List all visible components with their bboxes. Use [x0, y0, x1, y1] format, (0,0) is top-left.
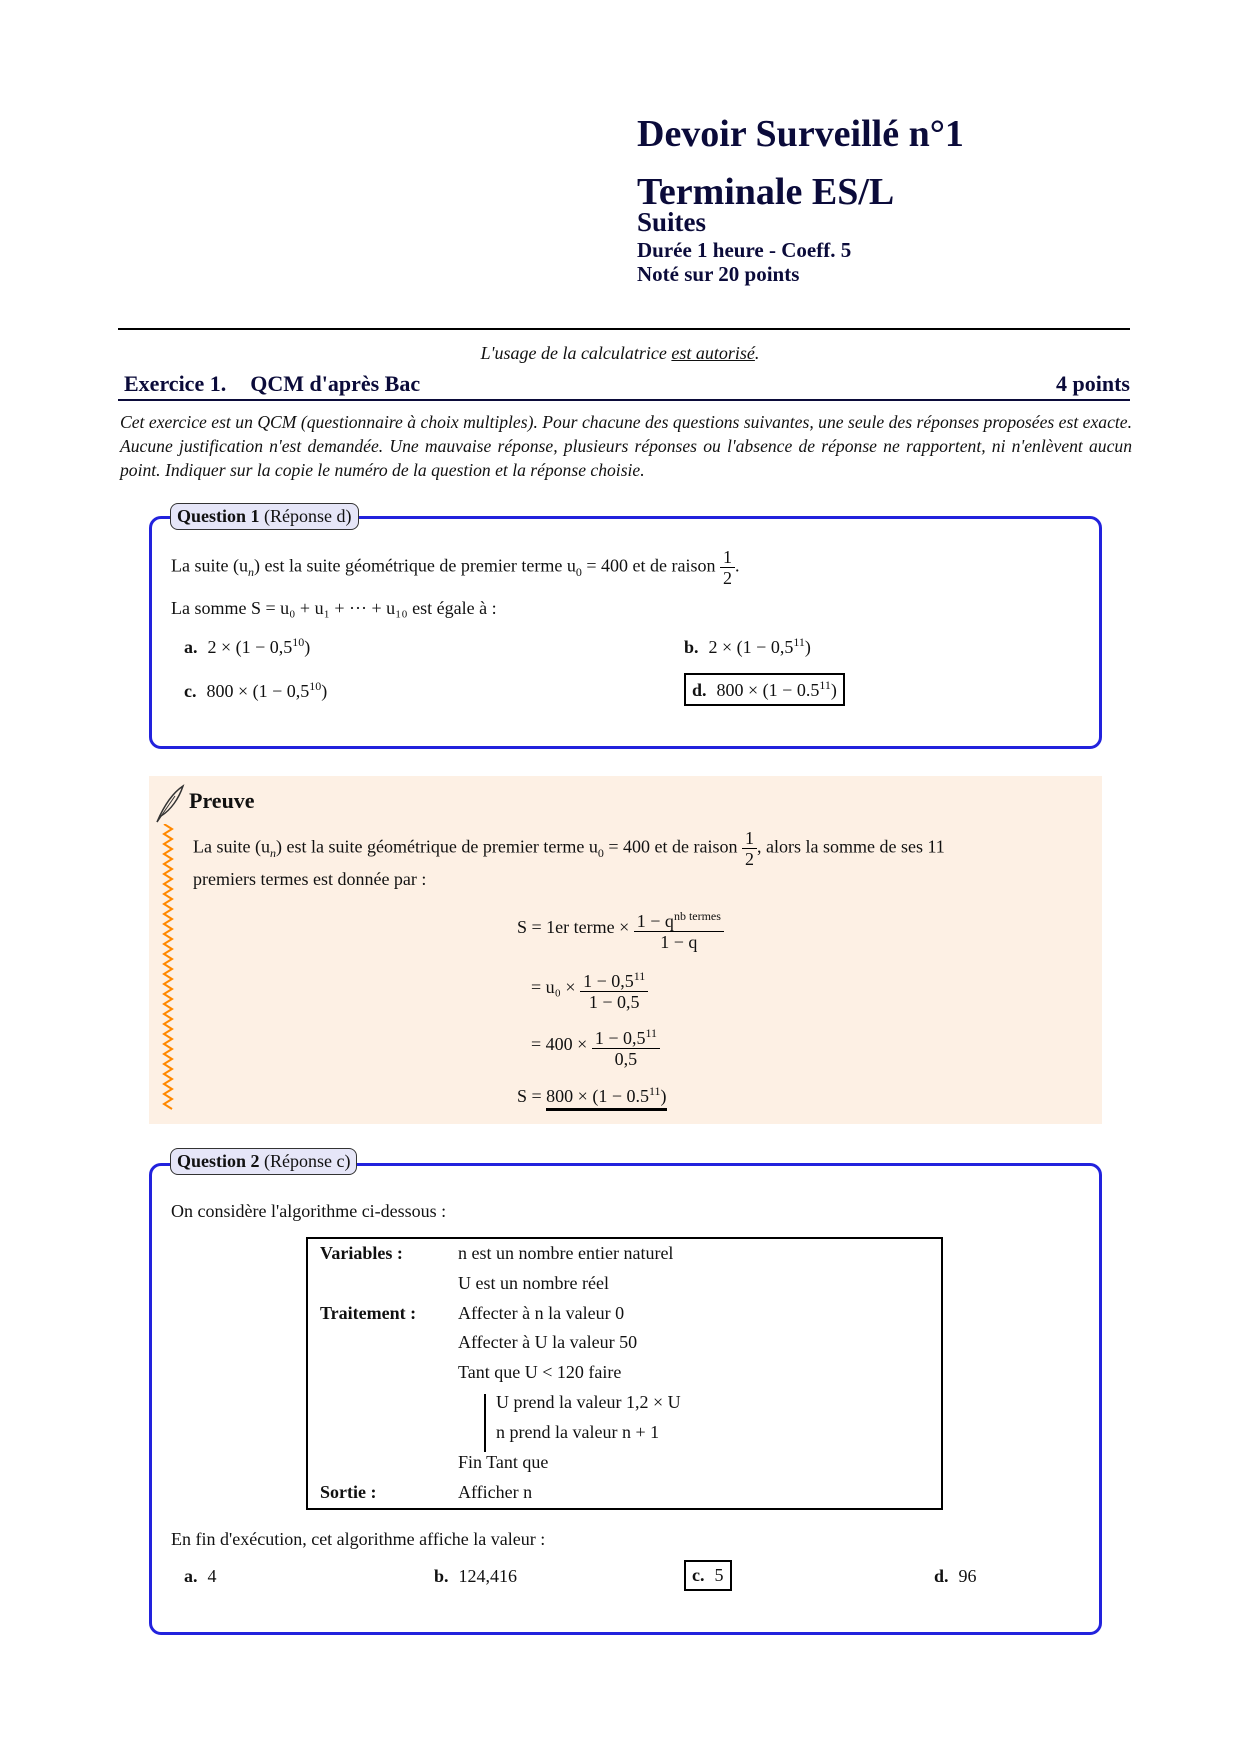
question-2-label — [170, 1148, 357, 1175]
algo-t1: Affecter à n la valeur 0 — [458, 1303, 625, 1323]
algo-var2: U est un nombre réel — [458, 1273, 609, 1293]
proof-line2: premiers termes est donnée par : — [193, 869, 427, 889]
q1-text-a: La suite (u — [171, 555, 248, 576]
q2-answer: (Réponse c) — [264, 1151, 351, 1171]
algo-t2: Affecter à U la valeur 50 — [458, 1332, 638, 1352]
calc-underlined: est autorisé — [671, 343, 755, 363]
header-rule — [118, 328, 1130, 330]
exercise-title: QCM d'après Bac — [250, 371, 421, 396]
proof-eq4: $S = 800 \times (1 - 0.5^{11})$ — [517, 1084, 667, 1107]
q1-choice-d-correct: d. $800 \times (1 - 0.5^{11})$ — [684, 673, 845, 706]
algo-s1: Afficher n — [458, 1482, 533, 1502]
zigzag-decoration — [161, 824, 175, 1114]
q1-text-c: = 400 et de raison — [581, 555, 720, 576]
q2-question: En fin d'exécution, cet algorithme affiche la valeur : — [171, 1529, 546, 1549]
q2-choice-c-correct: c. 5 — [684, 1560, 732, 1591]
algo-t3: Tant que U < 120 faire — [458, 1362, 622, 1382]
doc-title: Devoir Surveillé n°1 — [637, 113, 964, 155]
algo-variables-label: Variables : — [320, 1243, 403, 1263]
exercise-points: 4 points — [1056, 371, 1130, 396]
q1-title: Question 1 — [177, 506, 260, 526]
algo-t6: Fin Tant que — [458, 1452, 549, 1472]
q2-choice-b: b. 124,416 — [434, 1566, 518, 1586]
q1-statement: La suite $(u_n)$ est la suite géométrique de premier terme $u_0 = 400$ et de raison $\frac{1}{2}$ . — [171, 547, 740, 588]
calc-suffix: . — [754, 343, 760, 363]
exercise-number: Exercice 1. — [124, 371, 227, 396]
proof-eq3: = 400 × $\frac{1 - 0,5^{11}}{0,5}$ — [531, 1023, 660, 1069]
q2-choice-d: d. 96 — [934, 1566, 977, 1586]
q2-intro: On considère l'algorithme ci-dessous : — [171, 1201, 447, 1221]
calc-prefix: L'usage de la calculatrice — [480, 343, 672, 363]
proof-eq1: S = 1er terme × $\frac{1 - q^{nb termes}}{1 - q}$ — [517, 906, 724, 952]
calculator-note — [0, 343, 1240, 364]
exercise-intro: Cet exercice est un QCM (questionnaire à choix multiples). Pour chacune des questions suivantes, une seule des réponses proposées est exacte. Aucune justification n'est demandée. Une mauvaise réponse, plusieurs réponses ou l'absence de réponse ne rapportent, ni n'enlèvent aucun point. Indiquer sur la copie le numéro de la question et la réponse choisie. — [120, 412, 1132, 480]
half-fraction: $\frac{1}{2}$ — [720, 547, 735, 588]
proof-eq2: = u₀ × $\frac{1 - 0,5^{11}}{1 - 0,5}$ — [531, 966, 648, 1012]
algorithm-box — [306, 1237, 943, 1510]
algo-t4: U prend la valeur 1,2 × U — [496, 1392, 681, 1412]
doc-duration: Durée 1 heure - Coeff. 5 — [637, 238, 852, 262]
algo-traitement-label: Traitement : — [320, 1303, 417, 1323]
doc-class: Terminale ES/L — [637, 171, 895, 213]
q2-choice-a: a. 4 — [184, 1566, 217, 1586]
proof-title: Preuve — [189, 788, 255, 813]
q1-answer: (Réponse d) — [264, 506, 352, 526]
quill-icon — [153, 784, 185, 824]
q1-choice-c: c. $800 \times (1 - 0,5^{10})$ — [184, 679, 328, 701]
q2-title: Question 2 — [177, 1151, 260, 1171]
question-1-label — [170, 503, 359, 530]
exercise-header — [118, 369, 1130, 401]
doc-grading: Noté sur 20 points — [637, 262, 800, 286]
question-1-box — [149, 506, 1102, 749]
proof-line1: La suite $(u_n)$ est la suite géométrique de premier terme $u_0 = 400$ et de raison $\frac{1}{2}$ , alors la somme de ses 11 — [193, 828, 945, 869]
q1-sum: La somme S = u₀ + u₁ + ··· + u₁₀ est égale à : — [171, 598, 497, 618]
q1-choice-b: b. $2 \times (1 - 0,5^{11})$ — [684, 635, 811, 657]
q1-choice-a: a. $2 \times (1 - 0,5^{10})$ — [184, 635, 311, 657]
algo-var1: n est un nombre entier naturel — [458, 1243, 674, 1263]
loop-bar — [484, 1394, 486, 1452]
algo-t5: n prend la valeur n + 1 — [496, 1422, 660, 1442]
q1-text-b: ) est la suite géométrique de premier terme u — [253, 555, 576, 576]
doc-topic: Suites — [637, 207, 707, 237]
algo-sortie-label: Sortie : — [320, 1482, 377, 1502]
proof-box — [149, 776, 1102, 1124]
